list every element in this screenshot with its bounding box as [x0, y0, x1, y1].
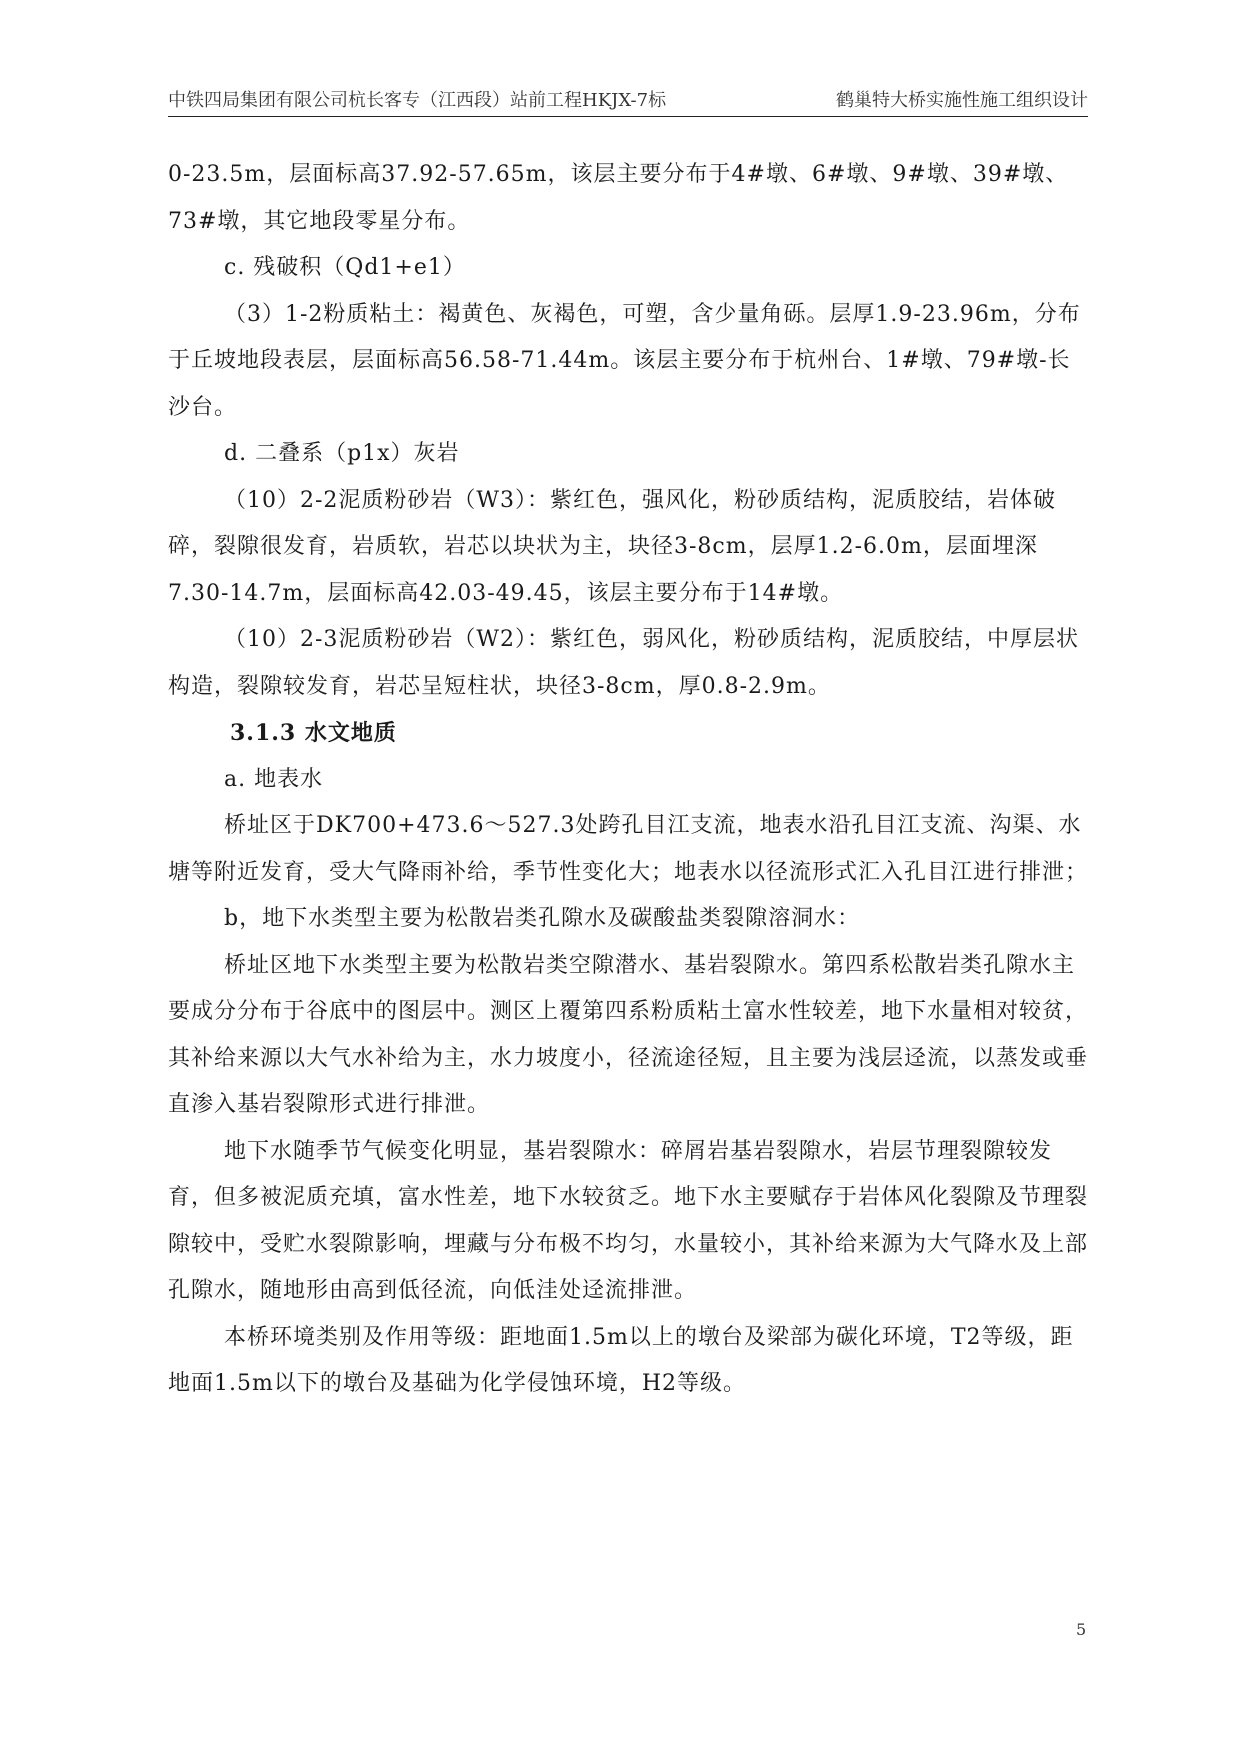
- paragraph: 地下水随季节气候变化明显，基岩裂隙水：碎屑岩基岩裂隙水，岩层节理裂隙较发育，但多被泥质充填，富水性差，地下水较贫乏。地下水主要赋存于岩体风化裂隙及节理裂隙较中，受贮水裂隙影响，埋藏与分布极不均匀，水量较小，其补给来源为大气降水及上部孔隙水，随地形由高到低径流，向低洼处迳流排泄。: [168, 1138, 1089, 1303]
- header-left: 中铁四局集团有限公司杭长客专（江西段）站前工程HKJX-7标: [168, 90, 667, 111]
- page-header: [168, 86, 1088, 117]
- section-heading: 3.1.3 水文地质: [230, 720, 397, 746]
- paragraph: 本桥环境类别及作用等级：距地面1.5m以上的墩台及梁部为碳化环境，T2等级，距地面1.5m以下的墩台及基础为化学侵蚀环境，H2等级。: [168, 1324, 1074, 1396]
- paragraph: 0-23.5m，层面标高37.92-57.65m，该层主要分布于4#墩、6#墩、9#墩、39#墩、73#墩，其它地段零星分布。: [168, 162, 1069, 234]
- paragraph: 桥址区于DK700+473.6～527.3处跨孔目江支流，地表水沿孔目江支流、沟渠、水塘等附近发育，受大气降雨补给，季节性变化大；地表水以径流形式汇入孔目江进行排泄；: [168, 813, 1089, 885]
- section-label: b，地下水类型主要为松散岩类孔隙水及碳酸盐类裂隙溶洞水：: [224, 906, 861, 931]
- page-number: 5: [1076, 1620, 1087, 1639]
- page-body: [168, 152, 1092, 1408]
- section-label: c. 残破积（Qd1+e1）: [224, 255, 466, 280]
- header-right: 鹤巢特大桥实施性施工组织设计: [836, 90, 1088, 111]
- section-label: d. 二叠系（p1x）灰岩: [224, 441, 460, 466]
- paragraph: （10）2-2泥质粉砂岩（W3）：紫红色，强风化，粉砂质结构，泥质胶结，岩体破碎，裂隙很发育，岩质软，岩芯以块状为主，块径3-8cm，层厚1.2-6.0m，层面埋深7.30-14.7m，层面标高42.03-49.45，该层主要分布于14#墩。: [168, 487, 1057, 606]
- paragraph: （10）2-3泥质粉砂岩（W2）：紫红色，弱风化，粉砂质结构，泥质胶结，中厚层状构造，裂隙较发育，岩芯呈短柱状，块径3-8cm，厚0.8-2.9m。: [168, 627, 1080, 699]
- section-label: a. 地表水: [224, 766, 324, 792]
- paragraph: 桥址区地下水类型主要为松散岩类空隙潜水、基岩裂隙水。第四系松散岩类孔隙水主要成分分布于谷底中的图层中。测区上覆第四系粉质粘土富水性较差，地下水量相对较贫，其补给来源以大气水补给为主，水力坡度小，径流途径短，且主要为浅层迳流，以蒸发或垂直渗入基岩裂隙形式进行排泄。: [168, 952, 1089, 1117]
- paragraph: （3）1-2粉质粘土：褐黄色、灰褐色，可塑，含少量角砾。层厚1.9-23.96m，分布于丘坡地段表层，层面标高56.58-71.44m。该层主要分布于杭州台、1#墩、79#墩-长沙台。: [168, 301, 1081, 420]
